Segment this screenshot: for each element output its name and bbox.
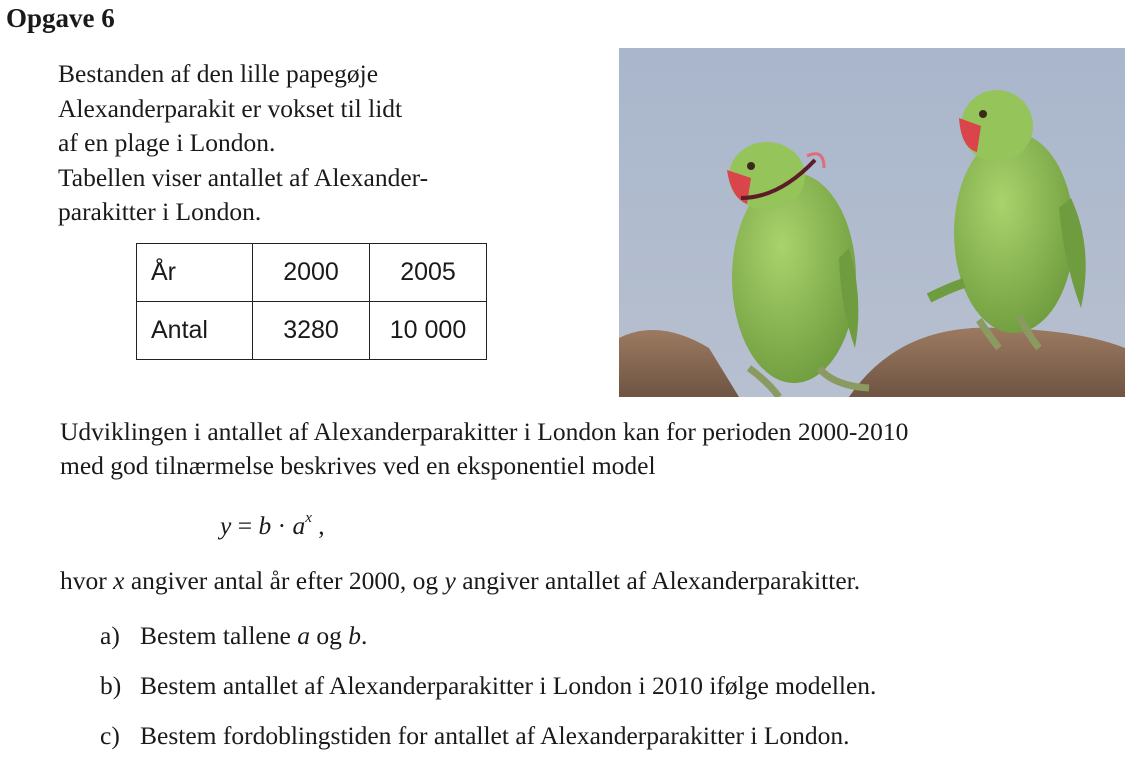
table-row bbox=[137, 302, 487, 360]
definition-text: angiver antal år efter 2000, og bbox=[124, 566, 445, 595]
definition-var-y: y bbox=[444, 566, 456, 595]
table-cell: 2000 bbox=[253, 244, 370, 302]
formula-equals: = bbox=[231, 511, 259, 540]
question-a bbox=[100, 621, 367, 651]
definition-var-x: x bbox=[113, 566, 125, 595]
variable-definition bbox=[60, 566, 860, 596]
exercise-heading: Opgave 6 bbox=[6, 3, 115, 33]
question-text: Bestem fordoblingstiden for antallet af Alexanderparakitter i London. bbox=[140, 721, 850, 750]
intro-text bbox=[58, 57, 578, 230]
paragraph-line: Udviklingen i antallet af Alexanderparakitter i London kan for perioden 2000-2010 bbox=[60, 417, 909, 446]
formula-comma: , bbox=[311, 511, 325, 540]
definition-text: angiver antallet af Alexanderparakitter. bbox=[455, 566, 861, 595]
paragraph-line: med god tilnærmelse beskrives ved en eksponentiel model bbox=[60, 451, 656, 480]
question-label: a) bbox=[100, 621, 120, 650]
data-table bbox=[136, 243, 487, 360]
intro-line: Tabellen viser antallet af Alexander- bbox=[58, 162, 429, 192]
table-cell: 2005 bbox=[370, 244, 487, 302]
question-label: c) bbox=[100, 721, 120, 750]
question-text: og bbox=[309, 621, 349, 650]
parakeets-photo bbox=[619, 48, 1125, 397]
intro-line: Bestanden af den lille papegøje bbox=[58, 59, 379, 88]
definition-text: hvor bbox=[60, 566, 114, 595]
table-cell: Antal bbox=[137, 302, 253, 360]
question-label: b) bbox=[100, 671, 122, 700]
question-text: . bbox=[360, 621, 368, 650]
formula-a: a bbox=[292, 511, 306, 540]
question-var: b bbox=[348, 621, 361, 650]
formula-exponent: x bbox=[305, 509, 312, 526]
question-b bbox=[100, 671, 876, 701]
formula-y: y bbox=[220, 511, 232, 540]
table-cell: 10 000 bbox=[370, 302, 487, 360]
table-cell: År bbox=[137, 244, 253, 302]
formula-dot: · bbox=[271, 511, 293, 540]
question-text: Bestem antallet af Alexanderparakitter i London i 2010 ifølge modellen. bbox=[140, 671, 877, 700]
intro-line: Alexanderparakit er vokset til lidt bbox=[58, 93, 403, 123]
model-formula bbox=[220, 511, 325, 541]
table-row bbox=[137, 244, 487, 302]
intro-line: af en plage i London. bbox=[58, 128, 276, 157]
intro-line: parakitter i London. bbox=[58, 197, 262, 226]
parakeets-icon bbox=[619, 48, 1125, 397]
question-text: Bestem tallene bbox=[140, 621, 298, 650]
model-paragraph bbox=[60, 415, 908, 483]
formula-b: b bbox=[258, 511, 272, 540]
question-var: a bbox=[297, 621, 310, 650]
question-c bbox=[100, 721, 850, 751]
table-cell: 3280 bbox=[253, 302, 370, 360]
